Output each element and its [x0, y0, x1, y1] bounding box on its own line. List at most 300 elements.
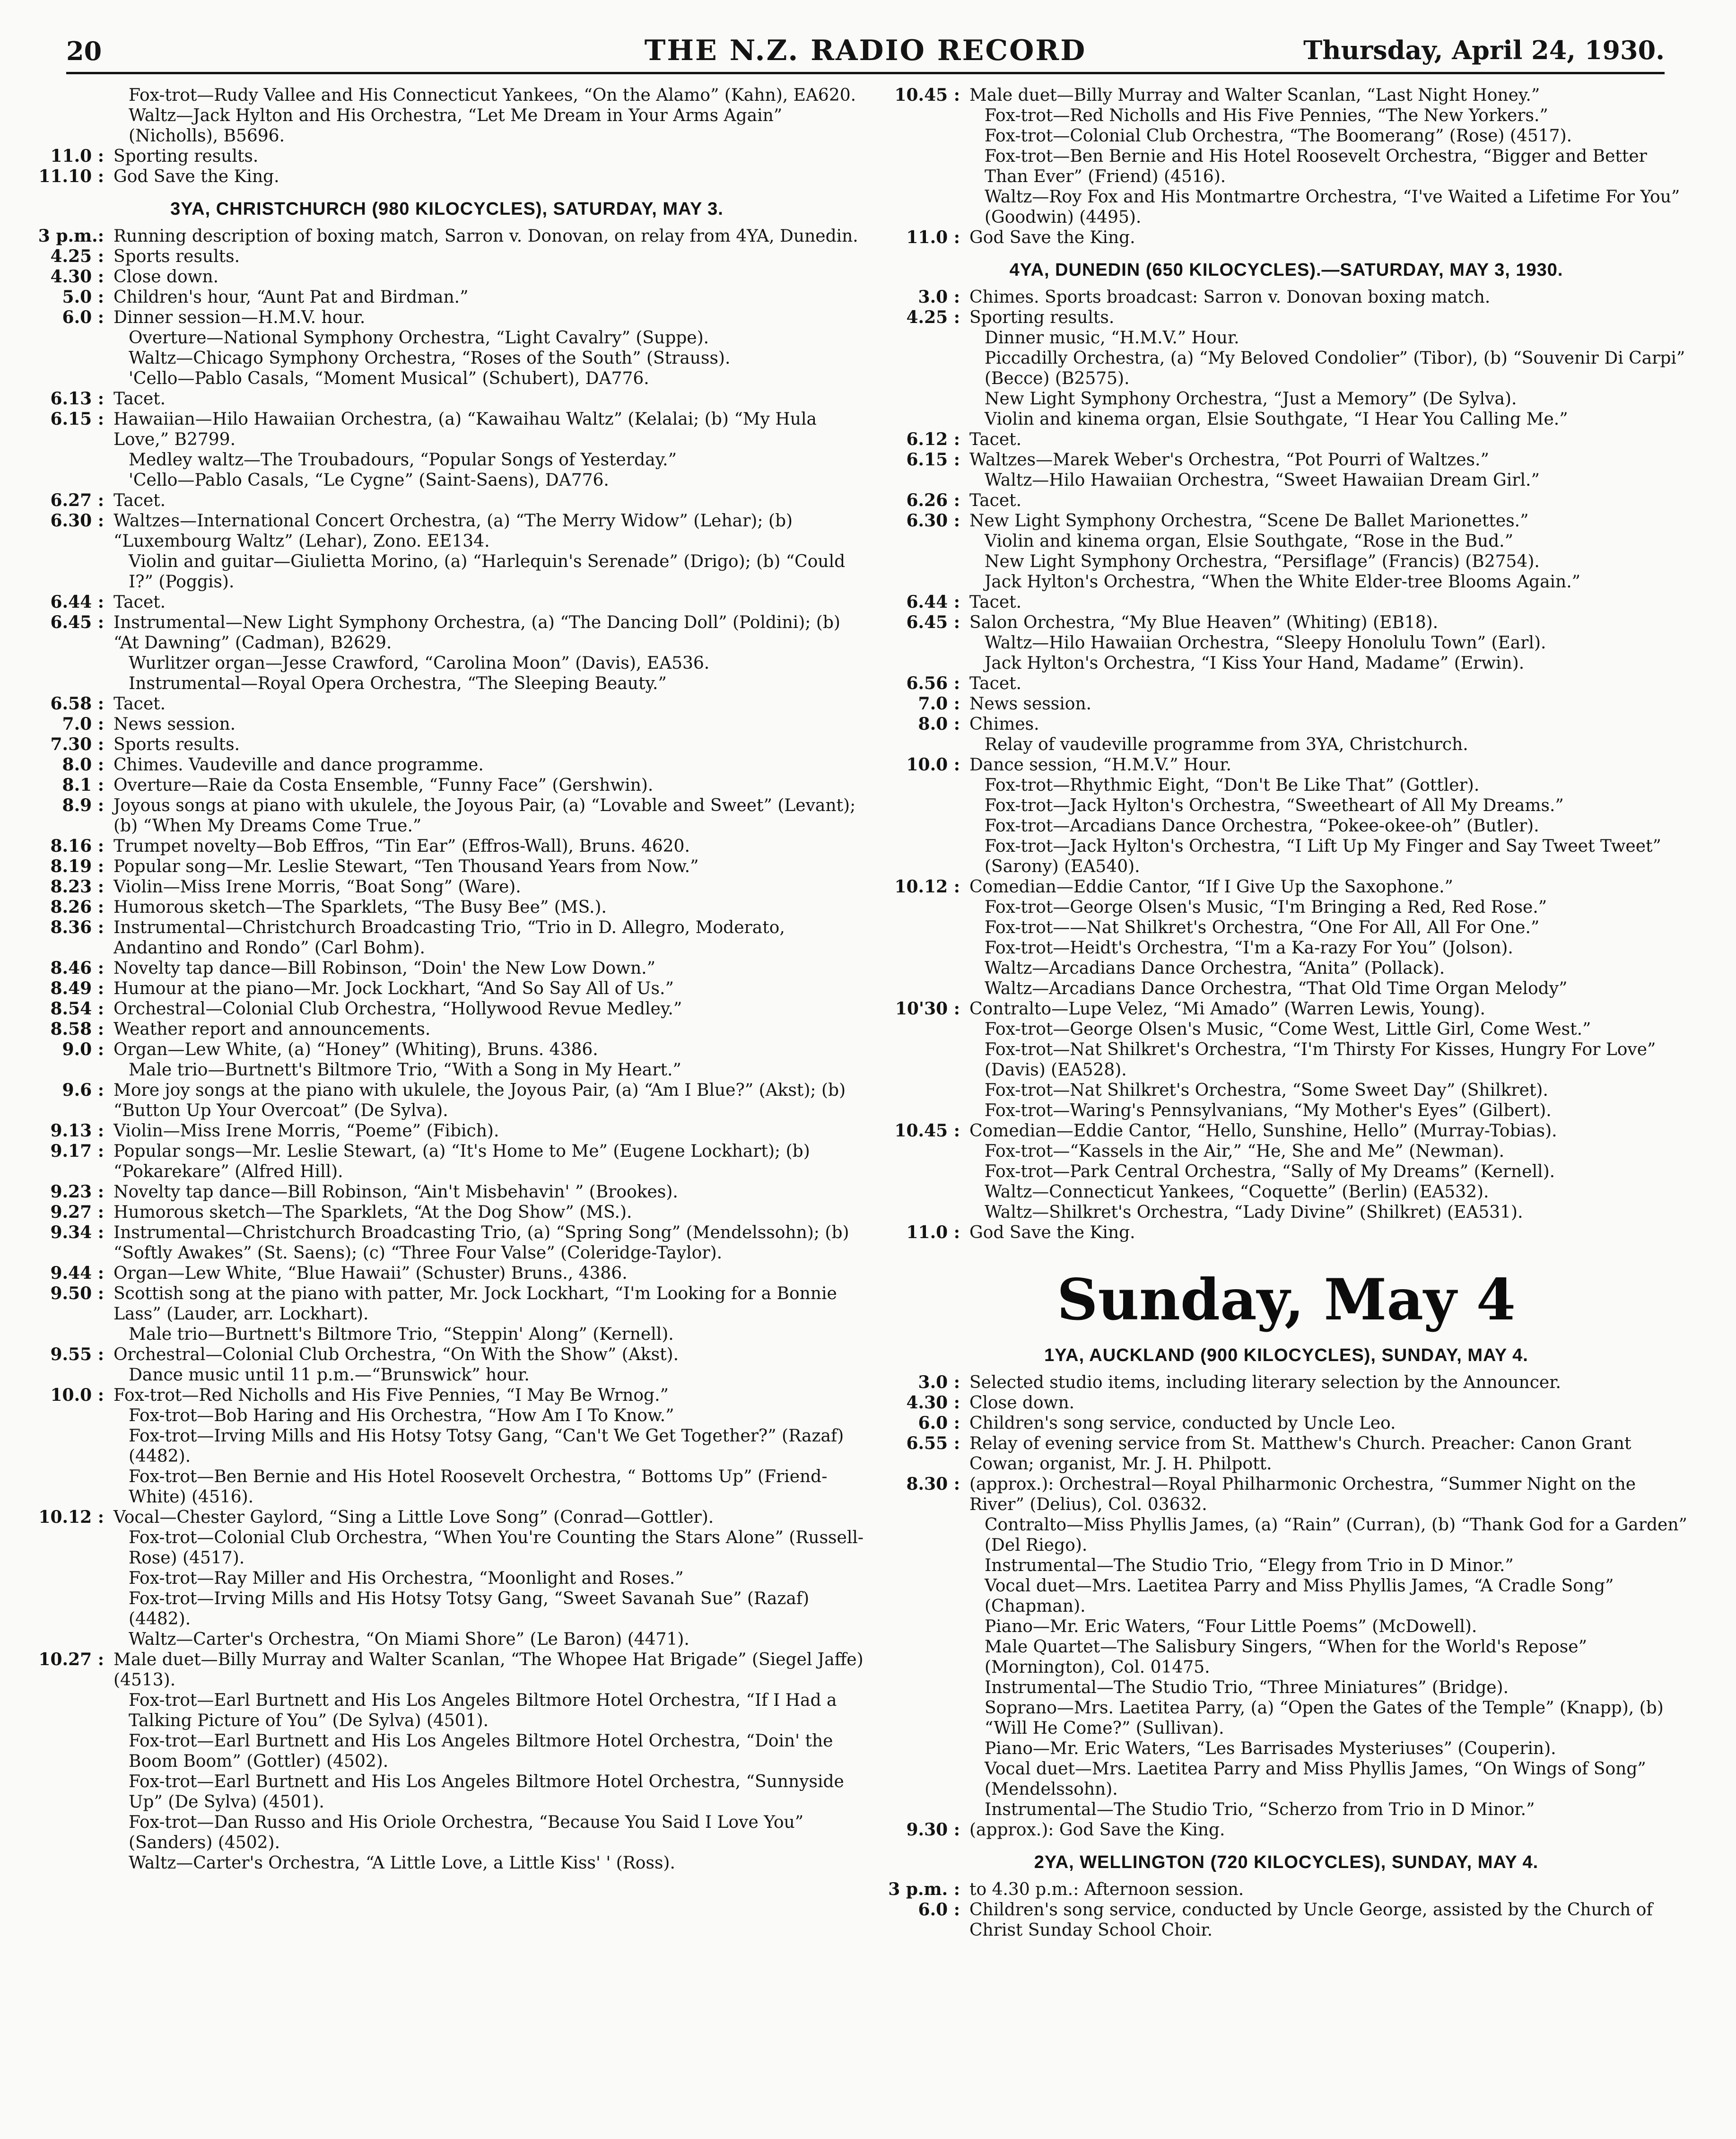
entry-time — [884, 531, 966, 551]
programme-entry — [28, 551, 865, 592]
programme-entry — [28, 978, 865, 999]
entry-time: 10'30 : — [895, 999, 960, 1019]
entry-text: Fox-trot—Park Central Orchestra, “Sally of My Dreams” (Kernell). — [985, 1162, 1555, 1181]
entry-time: 6.15 : — [906, 450, 960, 470]
programme-entry — [884, 1900, 1688, 1940]
entry-time — [884, 1515, 966, 1555]
programme-entry — [28, 775, 865, 795]
programme-entry — [884, 816, 1688, 836]
programme-entry — [28, 1141, 865, 1182]
entry-text: Soprano—Mrs. Laetitea Parry, (a) “Open the Gates of the Temple” (Knapp), (b) “Will He Come?” (Sullivan). — [985, 1698, 1664, 1738]
entry-time: 6.13 : — [50, 389, 104, 409]
entry-time — [884, 389, 966, 409]
programme-entry — [884, 1019, 1688, 1039]
entry-time — [28, 653, 110, 673]
entry-time: 8.23 : — [50, 877, 104, 897]
programme-entry — [884, 531, 1688, 551]
entry-text: Tacet. — [113, 593, 166, 612]
entry-text: Waltzes—Marek Weber's Orchestra, “Pot Pourri of Waltzes.” — [969, 450, 1489, 470]
entry-time: 8.1 : — [62, 775, 104, 795]
entry-text: 'Cello—Pablo Casals, “Moment Musical” (Schubert), DA776. — [129, 369, 649, 388]
programme-entry — [28, 1202, 865, 1222]
programme-entry — [884, 1637, 1688, 1677]
programme-entry — [884, 572, 1688, 592]
programme-entry — [884, 105, 1688, 126]
programme-entry — [884, 490, 1688, 511]
entry-time: 10.27 : — [38, 1650, 104, 1669]
entry-text: Running description of boxing match, Sarron v. Donovan, on relay from 4YA, Dunedin. — [113, 227, 858, 246]
entry-text: Fox-trot—George Olsen's Music, “I'm Bringing a Red, Red Rose.” — [985, 898, 1547, 917]
entry-text: Weather report and announcements. — [113, 1020, 431, 1039]
programme-entry — [884, 1759, 1688, 1799]
entry-time — [884, 1576, 966, 1616]
entry-time — [884, 1039, 966, 1080]
entry-time — [884, 1759, 966, 1799]
programme-entry — [28, 1365, 865, 1385]
entry-time — [884, 836, 966, 877]
entry-text: Overture—Raie da Costa Ensemble, “Funny Face” (Gershwin). — [113, 776, 654, 795]
programme-entry — [28, 267, 865, 287]
entry-text: Waltz—Arcadians Dance Orchestra, “Anita” (Pollack). — [985, 959, 1445, 978]
entry-time — [884, 958, 966, 978]
entry-text: Dinner session—H.M.V. hour. — [113, 308, 366, 327]
programme-entry — [28, 368, 865, 389]
entry-text: Waltz—Jack Hylton and His Orchestra, “Let Me Dream in Your Arms Again” (Nicholls), B5696. — [129, 106, 783, 146]
entry-text: Fox-trot—Colonial Club Orchestra, “When You're Counting the Stars Alone” (Russell-Rose) (4517). — [129, 1528, 864, 1568]
programme-entry — [884, 612, 1688, 633]
entry-time — [884, 328, 966, 348]
entry-time: 9.17 : — [50, 1141, 104, 1161]
programme-entry — [28, 328, 865, 348]
entry-time: 3.0 : — [918, 1372, 960, 1392]
entry-text: More joy songs at the piano with ukulele, the Joyous Pair, (a) “Am I Blue?” (Akst); (b) “Button Up Your Overcoat” (De Sylva). — [113, 1081, 846, 1120]
entry-text: Close down. — [113, 267, 219, 287]
entry-text: Dinner music, “H.M.V.” Hour. — [985, 328, 1239, 348]
entry-text: Fox-trot—Nat Shilkret's Orchestra, “Some Sweet Day” (Shilkret). — [985, 1081, 1548, 1100]
entry-time: 8.30 : — [906, 1474, 960, 1494]
entry-time: 6.44 : — [906, 592, 960, 612]
entry-text: Piccadilly Orchestra, (a) “My Beloved Condolier” (Tibor), (b) “Souvenir Di Carpi” (Becce) (B2575). — [985, 349, 1685, 388]
programme-entry — [28, 1121, 865, 1141]
entry-text: Salon Orchestra, “My Blue Heaven” (Whiting) (EB18). — [969, 613, 1439, 632]
entry-time: 6.44 : — [50, 592, 104, 612]
entry-text: Fox-trot—Rhythmic Eight, “Don't Be Like That” (Gottler). — [985, 776, 1480, 795]
programme-entry — [884, 1677, 1688, 1698]
entry-time — [884, 105, 966, 126]
programme-entry — [28, 85, 865, 105]
entry-time — [28, 1467, 110, 1507]
programme-entry — [884, 1039, 1688, 1080]
entry-text: Sports results. — [113, 735, 240, 754]
entry-text: Male Quartet—The Salisbury Singers, “When for the World's Repose” (Mornington), Col. 01475. — [985, 1637, 1587, 1677]
programme-entry — [884, 1202, 1688, 1222]
programme-entry — [884, 1474, 1688, 1515]
entry-time: 8.54 : — [50, 999, 104, 1019]
entry-time — [28, 1629, 110, 1650]
programme-entry — [28, 612, 865, 653]
entry-time: 8.9 : — [62, 795, 104, 815]
entry-time — [28, 1690, 110, 1731]
entry-text: 'Cello—Pablo Casals, “Le Cygne” (Saint-Saens), DA776. — [129, 471, 609, 490]
programme-entry — [884, 938, 1688, 958]
page-header — [66, 29, 1665, 74]
programme-entry — [884, 1100, 1688, 1121]
entry-text: Vocal—Chester Gaylord, “Sing a Little Love Song” (Conrad—Gottler). — [113, 1508, 714, 1527]
christchurch-section-title: 3YA, CHRISTCHURCH (980 KILOCYCLES), SATURDAY, MAY 3. — [170, 199, 724, 219]
programme-entry — [28, 1080, 865, 1121]
programme-entry — [884, 999, 1688, 1019]
entry-text: Comedian—Eddie Cantor, “Hello, Sunshine, Hello” (Murray-Tobias). — [969, 1121, 1557, 1141]
programme-entry — [28, 1182, 865, 1202]
entry-time — [28, 1426, 110, 1467]
programme-entry — [884, 1372, 1688, 1393]
entry-time: 9.0 : — [62, 1039, 104, 1059]
programme-entry — [28, 1568, 865, 1589]
entry-time — [28, 368, 110, 389]
programme-entry — [28, 450, 865, 470]
entry-time — [28, 1568, 110, 1589]
entry-text: Vocal duet—Mrs. Laetitea Parry and Miss Phyllis James, “A Cradle Song” (Chapman). — [985, 1576, 1614, 1616]
entry-time: 6.27 : — [50, 490, 104, 510]
entry-text: Overture—National Symphony Orchestra, “Light Cavalry” (Suppe). — [129, 328, 709, 348]
programme-entry — [28, 1812, 865, 1853]
entry-time — [884, 572, 966, 592]
entry-text: Fox-trot—Jack Hylton's Orchestra, “Sweetheart of All My Dreams.” — [985, 796, 1564, 815]
entry-text: Tacet. — [113, 389, 166, 409]
entry-time — [28, 1528, 110, 1568]
entry-time — [28, 1772, 110, 1812]
entry-text: Piano—Mr. Eric Waters, “Les Barrisades Mysteriuses” (Couperin). — [985, 1739, 1556, 1758]
entry-text: Waltz—Hilo Hawaiian Orchestra, “Sleepy Honolulu Town” (Earl). — [985, 633, 1546, 653]
programme-entry — [884, 958, 1688, 978]
entry-text: Tacet. — [113, 491, 166, 510]
entry-time: 6.30 : — [906, 511, 960, 531]
entry-time — [884, 126, 966, 146]
entry-text: Waltzes—International Concert Orchestra, (a) “The Merry Widow” (Lehar); (b) “Luxembourg Waltz” (Lehar), Zono. EE134. — [113, 511, 793, 551]
entry-text: Violin—Miss Irene Morris, “Poeme” (Fibich). — [113, 1121, 499, 1141]
programme-entry — [884, 592, 1688, 612]
entry-text: Instrumental—New Light Symphony Orchestra, (a) “The Dancing Doll” (Poldini); (b) “At Dawning” (Cadman), B2629. — [113, 613, 840, 653]
programme-entry — [28, 226, 865, 246]
programme-entry — [884, 1698, 1688, 1738]
entry-text: Tacet. — [969, 593, 1022, 612]
entry-time: 6.55 : — [906, 1433, 960, 1453]
entry-text: Medley waltz—The Troubadours, “Popular Songs of Yesterday.” — [129, 450, 677, 470]
entry-time — [884, 917, 966, 938]
programme-entry — [28, 1467, 865, 1507]
entry-time: 8.58 : — [50, 1019, 104, 1039]
entry-text: Orchestral—Colonial Club Orchestra, “Hollywood Revue Medley.” — [113, 999, 682, 1019]
entry-time — [884, 470, 966, 490]
entry-text: Humorous sketch—The Sparklets, “At the Dog Show” (MS.). — [113, 1203, 632, 1222]
entry-text: Waltz—Hilo Hawaiian Orchestra, “Sweet Hawaiian Dream Girl.” — [985, 471, 1540, 490]
programme-entry — [884, 1413, 1688, 1433]
programme-entry — [884, 1555, 1688, 1576]
programme-entry — [884, 307, 1688, 328]
entry-text: Novelty tap dance—Bill Robinson, “Doin' the New Low Down.” — [113, 959, 656, 978]
entry-text: Fox-trot—Jack Hylton's Orchestra, “I Lift Up My Finger and Say Tweet Tweet” (Sarony) (EA540). — [985, 837, 1661, 876]
entry-text: Contralto—Lupe Velez, “Mi Amado” (Warren Lewis, Young). — [969, 999, 1485, 1019]
entry-text: Close down. — [969, 1393, 1075, 1413]
entry-time — [884, 633, 966, 653]
entry-time — [884, 187, 966, 227]
entry-text: Tacet. — [113, 694, 166, 714]
entry-text: Fox-trot—Earl Burtnett and His Los Angeles Biltmore Hotel Orchestra, “Sunnyside Up” (De Sylva) (4501). — [129, 1772, 844, 1812]
programme-entry — [884, 1141, 1688, 1161]
right-top-entries — [884, 85, 1688, 248]
entry-time — [28, 105, 110, 146]
entry-time: 10.45 : — [894, 1121, 960, 1141]
programme-entry — [28, 1528, 865, 1568]
programme-entry — [28, 1283, 865, 1324]
entry-time — [884, 1141, 966, 1161]
entry-text: Fox-trot—Earl Burtnett and His Los Angeles Biltmore Hotel Orchestra, “If I Had a Talking Picture of You” (De Sylva) (4501). — [129, 1691, 837, 1730]
programme-entry — [28, 795, 865, 836]
entry-time — [28, 348, 110, 368]
programme-entry — [28, 917, 865, 958]
entry-text: Tacet. — [969, 491, 1022, 510]
entry-text: Fox-trot—Dan Russo and His Oriole Orchestra, “Because You Said I Love You” (Sanders) (4502). — [129, 1813, 804, 1852]
entry-text: Fox-trot—Arcadians Dance Orchestra, “Pokee-okee-oh” (Butler). — [985, 816, 1539, 836]
auckland-section-title: 1YA, AUCKLAND (900 KILOCYCLES), SUNDAY, MAY 4. — [1044, 1345, 1528, 1365]
entry-text: Instrumental—The Studio Trio, “Scherzo from Trio in D Minor.” — [985, 1800, 1535, 1819]
entry-time — [884, 1799, 966, 1820]
programme-entry — [28, 1324, 865, 1345]
entry-time: 11.0 : — [906, 227, 960, 247]
entry-time: 6.26 : — [906, 490, 960, 510]
entry-text: Violin and guitar—Giulietta Morino, (a) “Harlequin's Serenade” (Drigo); (b) “Could I?” (Poggis). — [129, 552, 846, 592]
programme-entry — [28, 897, 865, 917]
entry-time: 6.56 : — [906, 673, 960, 693]
programme-entry — [28, 673, 865, 694]
entry-text: Instrumental—Royal Opera Orchestra, “The Sleeping Beauty.” — [129, 674, 667, 693]
entry-text: Fox-trot—Irving Mills and His Hotsy Totsy Gang, “Can't We Get Together?” (Razaf) (4482). — [129, 1426, 844, 1466]
entry-time: 4.30 : — [50, 267, 104, 287]
entry-text: News session. — [113, 715, 236, 734]
page-number: 20 — [66, 36, 102, 66]
entry-text: Waltz—Roy Fox and His Montmartre Orchestra, “I've Waited a Lifetime For You” (Goodwin) (4495). — [985, 187, 1680, 227]
entry-text: Waltz—Shilkret's Orchestra, “Lady Divine” (Shilkret) (EA531). — [985, 1203, 1523, 1222]
programme-entry — [884, 714, 1688, 734]
entry-time: 4.25 : — [50, 246, 104, 266]
programme-entry — [884, 470, 1688, 490]
entry-time: 7.30 : — [50, 734, 104, 754]
programme-entry — [28, 653, 865, 673]
programme-entry — [884, 1738, 1688, 1759]
entry-time: 4.30 : — [906, 1393, 960, 1413]
programme-entry — [884, 450, 1688, 470]
entry-time — [884, 734, 966, 755]
entry-text: Novelty tap dance—Bill Robinson, “Ain't Misbehavin' ” (Brookes). — [113, 1182, 678, 1202]
programme-entry — [28, 1629, 865, 1650]
entry-text: Organ—Lew White, “Blue Hawaii” (Schuster) Bruns., 4386. — [113, 1264, 628, 1283]
programme-entry — [884, 897, 1688, 917]
entry-text: Fox-trot—“Kassels in the Air,” “He, She and Me” (Newman). — [985, 1142, 1505, 1161]
entry-text: Violin and kinema organ, Elsie Southgate, “I Hear You Calling Me.” — [985, 410, 1568, 429]
entry-time — [28, 551, 110, 592]
programme-entry — [28, 1385, 865, 1406]
entry-time — [884, 1677, 966, 1698]
entry-text: Fox-trot—Ben Bernie and His Hotel Roosevelt Orchestra, “Bigger and Better Than Ever” (Friend) (4516). — [985, 147, 1647, 186]
entry-text: Tacet. — [969, 430, 1022, 449]
entry-time — [28, 1324, 110, 1345]
programme-entry — [884, 775, 1688, 795]
programme-entry — [28, 1406, 865, 1426]
programme-entry — [28, 470, 865, 490]
programme-entry — [884, 1879, 1688, 1900]
entry-text: Popular songs—Mr. Leslie Stewart, (a) “It's Home to Me” (Eugene Lockhart); (b) “Pokarekare” (Alfred Hill). — [113, 1142, 810, 1181]
entry-text: Chimes. — [969, 715, 1039, 734]
entry-time: 9.27 : — [50, 1202, 104, 1222]
programme-entry — [28, 246, 865, 267]
entry-time: 11.10 : — [38, 166, 104, 186]
entry-time — [884, 1738, 966, 1759]
entry-text: Children's song service, conducted by Uncle Leo. — [969, 1414, 1396, 1433]
entry-time: 5.0 : — [62, 287, 104, 307]
sunday-heading: Sunday, May 4 — [1056, 1266, 1516, 1333]
entry-time: 8.46 : — [50, 958, 104, 978]
programme-entry — [884, 287, 1688, 307]
programme-entry — [884, 653, 1688, 673]
entry-text: Violin—Miss Irene Morris, “Boat Song” (Ware). — [113, 877, 521, 897]
entry-text: Relay of evening service from St. Matthew's Church. Preacher: Canon Grant Cowan; organist, Mr. J. H. Philpott. — [969, 1434, 1631, 1474]
right-column — [884, 85, 1688, 1940]
programme-entry — [884, 429, 1688, 450]
entry-text: Instrumental—Christchurch Broadcasting Trio, “Trio in D. Allegro, Moderato, Andantino and Rondo” (Carl Bohm). — [113, 918, 785, 958]
entry-time: 3 p.m. : — [888, 1879, 960, 1899]
entry-text: Scottish song at the piano with patter, Mr. Jock Lockhart, “I'm Looking for a Bonnie Lass” (Lauder, arr. Lockhart). — [113, 1284, 837, 1324]
entry-time — [884, 938, 966, 958]
entry-time — [884, 775, 966, 795]
entry-time: 8.36 : — [50, 917, 104, 937]
entry-time — [28, 450, 110, 470]
programme-entry — [28, 146, 865, 166]
entry-text: Dance session, “H.M.V.” Hour. — [969, 755, 1231, 775]
programme-entry — [28, 1589, 865, 1629]
entry-time: 3 p.m.: — [38, 226, 104, 246]
entry-time: 6.45 : — [50, 612, 104, 632]
entry-time: 8.16 : — [50, 836, 104, 856]
programme-entry — [884, 694, 1688, 714]
entry-time — [884, 146, 966, 187]
programme-entry — [884, 1616, 1688, 1637]
entry-text: God Save the King. — [113, 167, 279, 186]
entry-text: Jack Hylton's Orchestra, “I Kiss Your Hand, Madame” (Erwin). — [985, 654, 1525, 673]
entry-time: 3.0 : — [918, 287, 960, 307]
entry-time — [884, 551, 966, 572]
programme-entry — [28, 714, 865, 734]
entry-text: God Save the King. — [969, 1223, 1135, 1242]
programme-entry — [28, 1263, 865, 1283]
programme-entry — [28, 1039, 865, 1060]
entry-text: Waltz—Connecticut Yankees, “Coquette” (Berlin) (EA532). — [985, 1182, 1489, 1202]
entry-text: News session. — [969, 694, 1092, 714]
entry-time: 9.6 : — [62, 1080, 104, 1100]
entry-time: 9.50 : — [50, 1283, 104, 1303]
entry-text: God Save the King. — [969, 228, 1135, 247]
entry-text: Children's song service, conducted by Uncle George, assisted by the Church of Christ Sunday School Choir. — [969, 1900, 1653, 1940]
entry-time — [884, 1555, 966, 1576]
entry-time: 9.30 : — [906, 1820, 960, 1840]
programme-entry — [884, 673, 1688, 694]
entry-time: 8.0 : — [62, 755, 104, 775]
entry-time — [28, 1589, 110, 1629]
programme-entry — [28, 348, 865, 368]
entry-time: 6.45 : — [906, 612, 960, 632]
entry-time: 8.49 : — [50, 978, 104, 998]
programme-entry — [884, 1576, 1688, 1616]
programme-entry — [28, 958, 865, 978]
programme-entry — [28, 511, 865, 551]
entry-text: New Light Symphony Orchestra, “Persiflage” (Francis) (B2754). — [985, 552, 1540, 571]
entry-text: Fox-trot—Heidt's Orchestra, “I'm a Ka-razy For You” (Jolson). — [985, 938, 1513, 958]
entry-text: Waltz—Carter's Orchestra, “On Miami Shore” (Le Baron) (4471). — [129, 1630, 689, 1649]
entry-text: Sporting results. — [113, 147, 259, 166]
entry-time: 10.12 : — [894, 877, 960, 897]
entry-time — [28, 1853, 110, 1873]
programme-entry — [884, 1799, 1688, 1820]
entry-text: Instrumental—Christchurch Broadcasting Trio, (a) “Spring Song” (Mendelssohn); (b) “Softly Awakes” (St. Saens); (c) “Three Four Valse” (Coleridge-Taylor). — [113, 1223, 849, 1263]
entry-time: 9.44 : — [50, 1263, 104, 1283]
programme-entry — [884, 836, 1688, 877]
entry-time — [884, 897, 966, 917]
entry-time: 10.45 : — [894, 85, 960, 105]
entry-text: Selected studio items, including literary selection by the Announcer. — [969, 1373, 1561, 1392]
entry-text: Male duet—Billy Murray and Walter Scanlan, “The Whopee Hat Brigade” (Siegel Jaffe) (4513). — [113, 1650, 864, 1690]
programme-entry — [884, 633, 1688, 653]
entry-time — [884, 816, 966, 836]
entry-time — [884, 1637, 966, 1677]
entry-time: 8.19 : — [50, 856, 104, 876]
entry-text: Waltz—Arcadians Dance Orchestra, “That Old Time Organ Melody” — [985, 979, 1568, 998]
entry-time — [28, 470, 110, 490]
entry-text: Vocal duet—Mrs. Laetitea Parry and Miss Phyllis James, “On Wings of Song” (Mendelssohn). — [985, 1759, 1646, 1799]
entry-text: (approx.): Orchestral—Royal Philharmonic Orchestra, “Summer Night on the River” (Delius), Col. 03632. — [969, 1475, 1636, 1514]
entry-text: Fox-trot—Waring's Pennsylvanians, “My Mother's Eyes” (Gilbert). — [985, 1101, 1552, 1120]
entry-text: Joyous songs at piano with ukulele, the Joyous Pair, (a) “Lovable and Sweet” (Levant); (b) “When My Dreams Come True.” — [113, 796, 856, 836]
programme-entry — [28, 490, 865, 511]
programme-entry — [28, 592, 865, 612]
entry-time: 11.0 : — [906, 1222, 960, 1242]
entry-text: Organ—Lew White, (a) “Honey” (Whiting), Bruns. 4386. — [113, 1040, 598, 1059]
programme-entry — [28, 836, 865, 856]
programme-entry — [28, 1853, 865, 1873]
programme-entry — [884, 734, 1688, 755]
entry-text: Waltz—Carter's Orchestra, “A Little Love, a Little Kiss' ' (Ross). — [129, 1853, 675, 1873]
programme-entry — [28, 734, 865, 755]
programme-entry — [28, 999, 865, 1019]
programme-entry — [884, 795, 1688, 816]
issue-date: Thursday, April 24, 1930. — [1303, 35, 1665, 65]
entry-time: 7.0 : — [62, 714, 104, 734]
entry-text: Piano—Mr. Eric Waters, “Four Little Poems” (McDowell). — [985, 1617, 1477, 1636]
entry-time: 4.25 : — [906, 307, 960, 327]
programme-entry — [884, 146, 1688, 187]
entry-time: 10.12 : — [38, 1507, 104, 1527]
programme-entry — [884, 1080, 1688, 1100]
programme-entry — [28, 1690, 865, 1731]
entry-time — [28, 1812, 110, 1853]
entry-time: 6.0 : — [918, 1900, 960, 1920]
entry-time — [884, 1161, 966, 1182]
entry-text: Male trio—Burtnett's Biltmore Trio, “With a Song in My Heart.” — [129, 1060, 681, 1080]
programme-entry — [28, 1731, 865, 1772]
entry-text: Tacet. — [969, 674, 1022, 693]
programme-entry — [28, 1507, 865, 1528]
entry-time — [28, 1731, 110, 1772]
programme-entry — [884, 1515, 1688, 1555]
entry-time — [28, 328, 110, 348]
